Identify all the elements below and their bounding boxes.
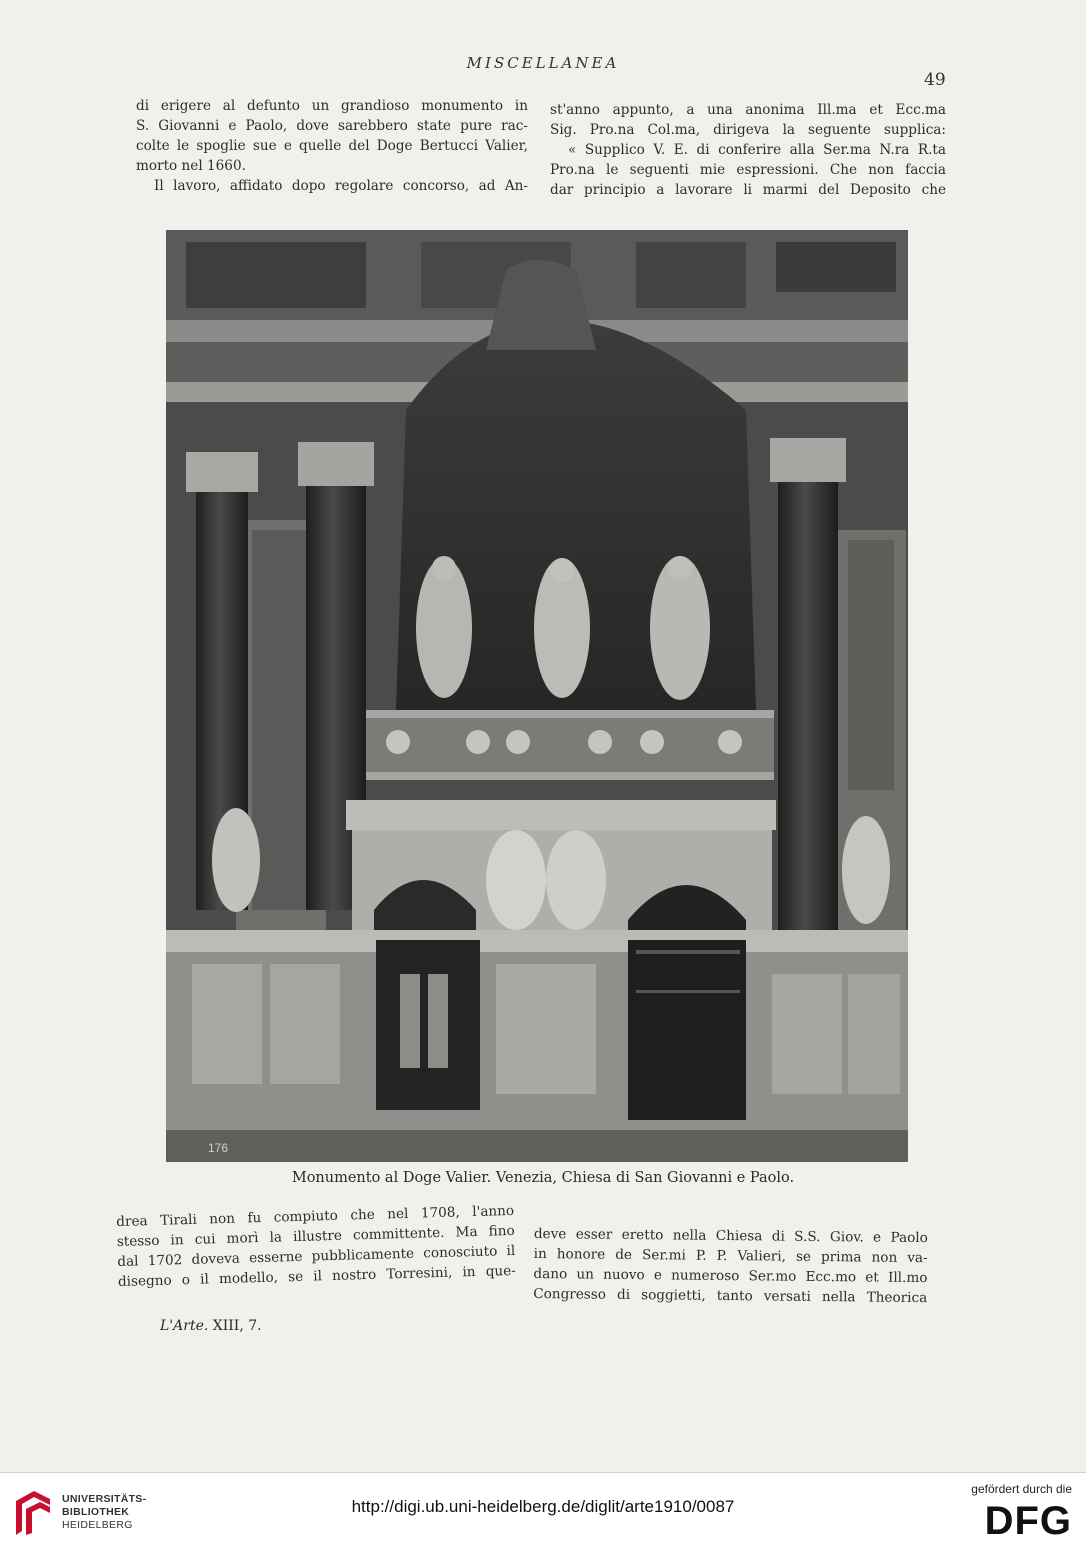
text-column-top-right <box>550 100 946 200</box>
text-line: S. Giovanni e Paolo, dove sarebbero state pure rac- <box>136 118 528 134</box>
permalink-url[interactable]: http://digi.ub.uni-heidelberg.de/diglit/arte1910/0087 <box>351 1497 735 1516</box>
text-column-bottom-left <box>116 1201 516 1292</box>
journal-volume: XIII, 7. <box>212 1318 262 1334</box>
text-line: Sig. Pro.na Col.ma, dirigeva la seguente supplica: <box>550 122 946 138</box>
library-name-line: UNIVERSITÄTS- <box>62 1493 147 1505</box>
text-line: disegno o il modello, se il nostro Torresini, in que- <box>117 1262 517 1290</box>
text-line: Congresso di soggietti, tanto versati nella Theorica <box>533 1285 928 1307</box>
monument-illustration <box>166 230 908 1162</box>
text-column-bottom-right <box>533 1224 928 1308</box>
journal-footnote <box>160 1318 262 1334</box>
library-name-line: HEIDELBERG <box>62 1519 133 1531</box>
text-column-top-left <box>136 96 528 196</box>
dfg-logo[interactable]: DFG <box>984 1499 1072 1543</box>
text-line: Il lavoro, affidato dopo regolare concorso, ad An- <box>154 178 528 194</box>
text-line: deve esser eretto nella Chiesa di S.S. Giov. e Paolo <box>533 1225 928 1247</box>
text-line: « Supplico V. E. di conferire alla Ser.ma N.ra R.ta <box>568 142 946 158</box>
running-header: MISCELLANEA <box>466 54 620 72</box>
page-number: 49 <box>924 70 946 90</box>
viewer-footer <box>0 1472 1086 1552</box>
funding-note: gefördert durch die <box>971 1482 1072 1496</box>
text-line: stesso in cui morì la illustre committente. Ma fino <box>116 1222 515 1250</box>
text-line: in honore de Ser.mi P. P. Valieri, se prima non va- <box>533 1245 928 1267</box>
text-line: dal 1702 doveva esserne pubblicamente conosciuto il <box>117 1242 516 1270</box>
monument-photograph <box>166 230 908 1162</box>
text-line: di erigere al defunto un grandioso monumento in <box>136 98 528 114</box>
text-line: drea Tirali non fu compiuto che nel 1708, l'anno <box>116 1202 515 1230</box>
photo-corner-mark: 176 <box>208 1141 229 1155</box>
text-line: dar principio a lavorare li marmi del Deposito che <box>550 182 946 198</box>
text-line: morto nel 1660. <box>136 158 246 174</box>
text-line: st'anno appunto, a una anonima Ill.ma et Ecc.ma <box>550 102 946 118</box>
figure-caption: Monumento al Doge Valier. Venezia, Chiesa di San Giovanni e Paolo. <box>291 1170 795 1186</box>
text-line: dano un nuovo e numeroso Ser.mo Ecc.mo et Ill.mo <box>533 1265 928 1287</box>
journal-title: L'Arte. <box>160 1318 209 1334</box>
text-line: Pro.na le seguenti mie espressioni. Che non faccia <box>550 162 946 178</box>
library-name-line: BIBLIOTHEK <box>62 1506 130 1518</box>
text-line: colte le spoglie sue e quelle del Doge Bertucci Valier, <box>136 138 528 154</box>
